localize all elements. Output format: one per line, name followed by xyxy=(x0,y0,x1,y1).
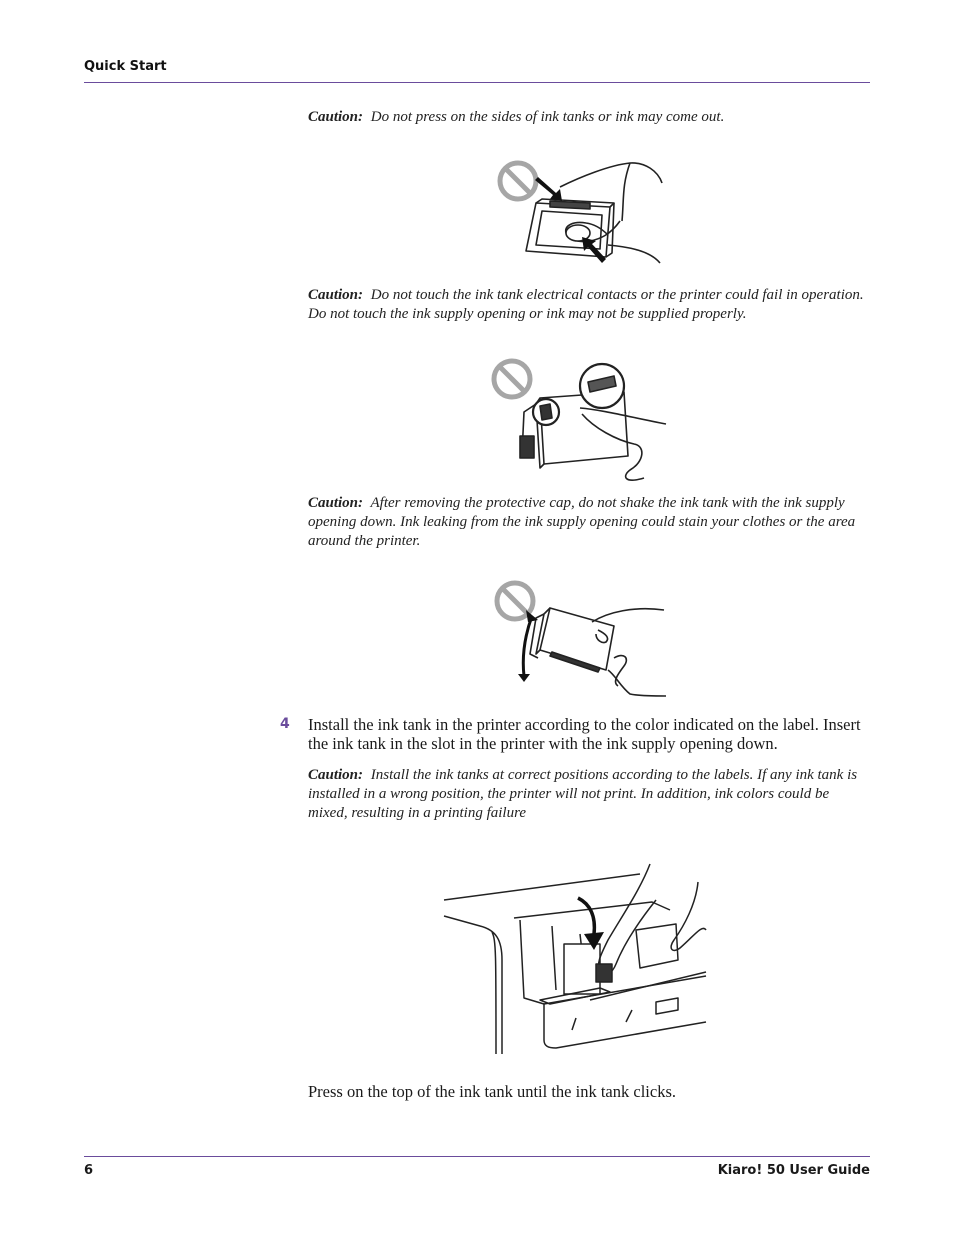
caution-label: Caution: xyxy=(308,767,364,783)
caution-do-not-shake xyxy=(308,494,870,551)
caution-label: Caution: xyxy=(308,109,364,125)
prohibition-icon xyxy=(500,163,536,199)
caution-electrical-contacts xyxy=(308,286,870,324)
caution-press-sides xyxy=(308,108,870,127)
caution-label: Caution: xyxy=(308,495,364,511)
illustration-contacts xyxy=(484,352,674,487)
footer-rule xyxy=(84,1156,870,1157)
caution-label: Caution: xyxy=(308,287,364,303)
illustration-install-tank xyxy=(440,860,710,1058)
step-text: Install the ink tank in the printer according to the color indicated on the label. Insert the ink tank in the slot in the printer with the ink supply opening down. xyxy=(308,715,861,753)
illustration-shake xyxy=(488,578,668,700)
prohibition-icon xyxy=(494,361,530,397)
guide-title: Kiaro! 50 User Guide xyxy=(717,1163,870,1178)
caution-text: Install the ink tanks at correct positions according to the labels. If any ink tank is installed in a wrong position, the printer will not print. In addition, ink colors could be mixed, resulting in a printing failure xyxy=(308,767,858,821)
page-number: 6 xyxy=(84,1163,94,1178)
press-arrow-icon xyxy=(578,898,604,950)
caution-text: Do not touch the ink tank electrical contacts or the printer could fail in operation. Do not touch the ink supply opening or ink may not be supplied properly. xyxy=(308,287,864,322)
press-instruction: Press on the top of the ink tank until the ink tank clicks. xyxy=(308,1082,676,1101)
caution-text: Do not press on the sides of ink tanks or ink may come out. xyxy=(370,109,725,125)
header-rule xyxy=(84,82,870,83)
caution-text: After removing the protective cap, do not shake the ink tank with the ink supply opening down. Ink leaking from the ink supply opening could stain your clothes or the area around the printer. xyxy=(308,495,856,549)
caution-correct-positions xyxy=(308,766,870,823)
step-number: 4 xyxy=(280,716,290,732)
running-header: Quick Start xyxy=(84,59,167,74)
illustration-press-sides xyxy=(490,155,670,270)
